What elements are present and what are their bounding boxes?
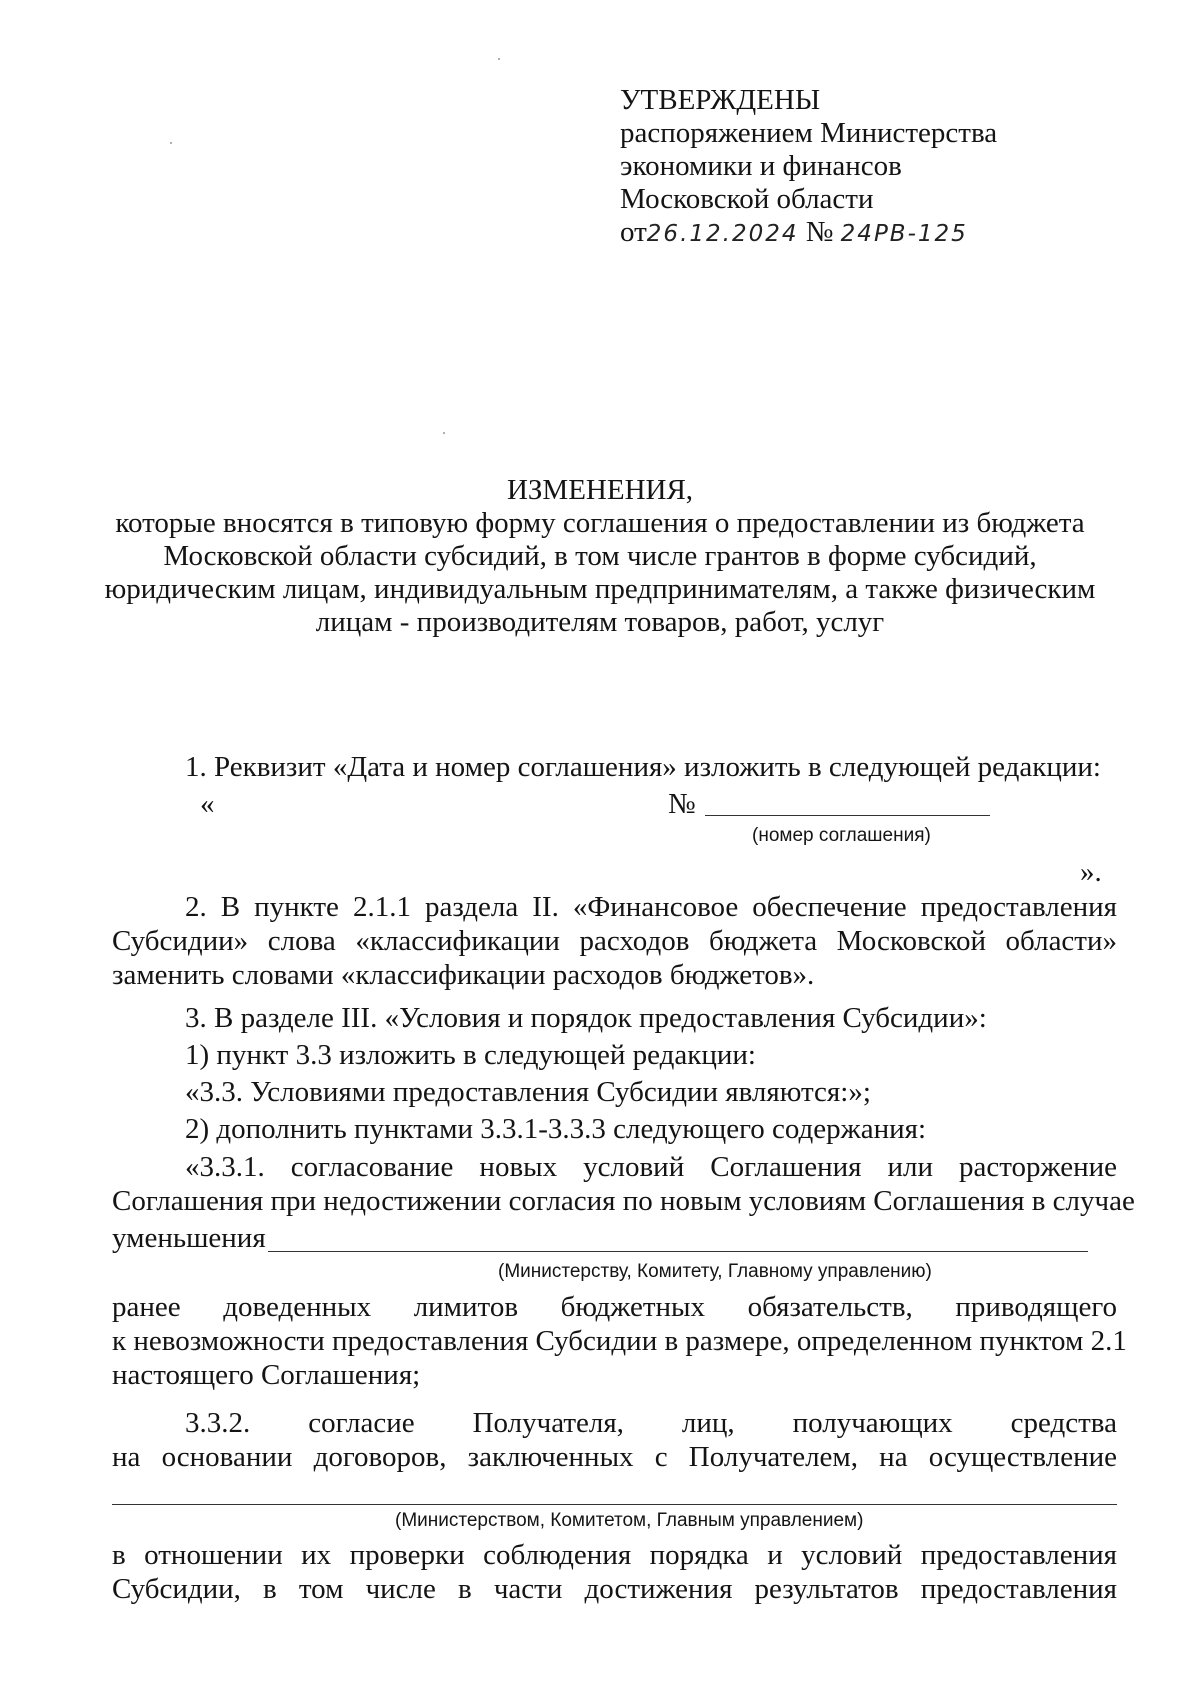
approval-from: от (620, 216, 647, 248)
approval-block (620, 84, 997, 251)
item-1-open-quote: « (200, 788, 215, 820)
approval-line-2: экономики и финансов (620, 150, 902, 182)
agreement-number-blank (705, 815, 990, 816)
item-331-line-6: настоящего Соглашения; (112, 1359, 421, 1391)
item-3-subitem-quote: «3.3. Условиями предоставления Субсидии являются:»; (185, 1076, 871, 1108)
scan-speck (443, 432, 445, 434)
title-line-4: лицам - производителям товаров, работ, услуг (315, 606, 885, 638)
item-3-subitem-2: 2) дополнить пунктами 3.3.1-3.3.3 следующего содержания: (185, 1113, 927, 1145)
title-heading: ИЗМЕНЕНИЯ, (506, 474, 694, 506)
item-2-paragraph (112, 890, 1117, 992)
approval-line-3: Московской области (620, 183, 874, 215)
scan-speck (498, 58, 500, 60)
item-332-line-4: Субсидии, в том числе в части достижения результатов предоставления (112, 1573, 1117, 1605)
title-line-3: юридическим лицам, индивидуальным предпринимателям, а также физическим (104, 573, 1096, 605)
scan-speck (170, 142, 172, 144)
item-331-line-4: ранее доведенных лимитов бюджетных обязательств, приводящего (112, 1291, 1117, 1323)
agreement-number-caption: (номер соглашения) (752, 825, 931, 846)
approval-line-1: распоряжением Министерства (620, 117, 998, 149)
item-2-line-2: Субсидии» слова «классификации расходов бюджета Московской области» (112, 925, 1117, 957)
authority-blank-1 (268, 1251, 1088, 1252)
document-title (100, 474, 1100, 639)
item-3-subitem-1: 1) пункт 3.3 изложить в следующей редакции: (185, 1039, 756, 1071)
item-331-line-5: к невозможности предоставления Субсидии в размере, определенном пунктом 2.1 (112, 1325, 1127, 1357)
item-332-continuation (112, 1538, 1117, 1606)
item-1-text: 1. Реквизит «Дата и номер соглашения» изложить в следующей редакции: (185, 751, 1101, 783)
authority-blank-2 (112, 1504, 1117, 1505)
approval-title: УТВЕРЖДЕНЫ (620, 84, 821, 116)
item-331-line-3: уменьшения (112, 1222, 266, 1254)
approval-number-sign: № (805, 216, 834, 248)
item-332-line-1: 3.3.2. согласие Получателя, лиц, получающих средства (185, 1407, 1117, 1439)
item-332-paragraph (112, 1406, 1117, 1474)
authority-caption-1: (Министерству, Комитету, Главному управлению) (498, 1261, 932, 1282)
item-1-close-quote: ». (1080, 856, 1102, 888)
item-331-line-2: Соглашения при недостижении согласия по новым условиям Соглашения в случае (112, 1185, 1135, 1217)
item-2-line-3: заменить словами «классификации расходов бюджетов». (112, 959, 815, 991)
title-line-1: которые вносятся в типовую форму соглашения о предоставлении из бюджета (115, 507, 1085, 539)
item-332-line-2: на основании договоров, заключенных с Получателем, на осуществление (112, 1441, 1117, 1473)
item-1-number-sign: № (668, 788, 696, 820)
title-line-2: Московской области субсидий, в том числе грантов в форме субсидий, (163, 540, 1037, 572)
authority-caption-2: (Министерством, Комитетом, Главным управлением) (395, 1510, 864, 1531)
item-331-paragraph (112, 1150, 1135, 1218)
item-331-continuation (112, 1290, 1127, 1392)
approval-number: 24РВ-125 (840, 221, 968, 247)
item-331-line-1: «3.3.1. согласование новых условий Соглашения или расторжение (185, 1151, 1117, 1183)
item-2-line-1: 2. В пункте 2.1.1 раздела II. «Финансовое обеспечение предоставления (185, 891, 1117, 923)
item-332-line-3: в отношении их проверки соблюдения порядка и условий предоставления (112, 1539, 1117, 1571)
item-3-text: 3. В разделе III. «Условия и порядок предоставления Субсидии»: (185, 1002, 987, 1034)
approval-date: 26.12.2024 (646, 221, 799, 247)
approval-date-line (620, 216, 997, 251)
